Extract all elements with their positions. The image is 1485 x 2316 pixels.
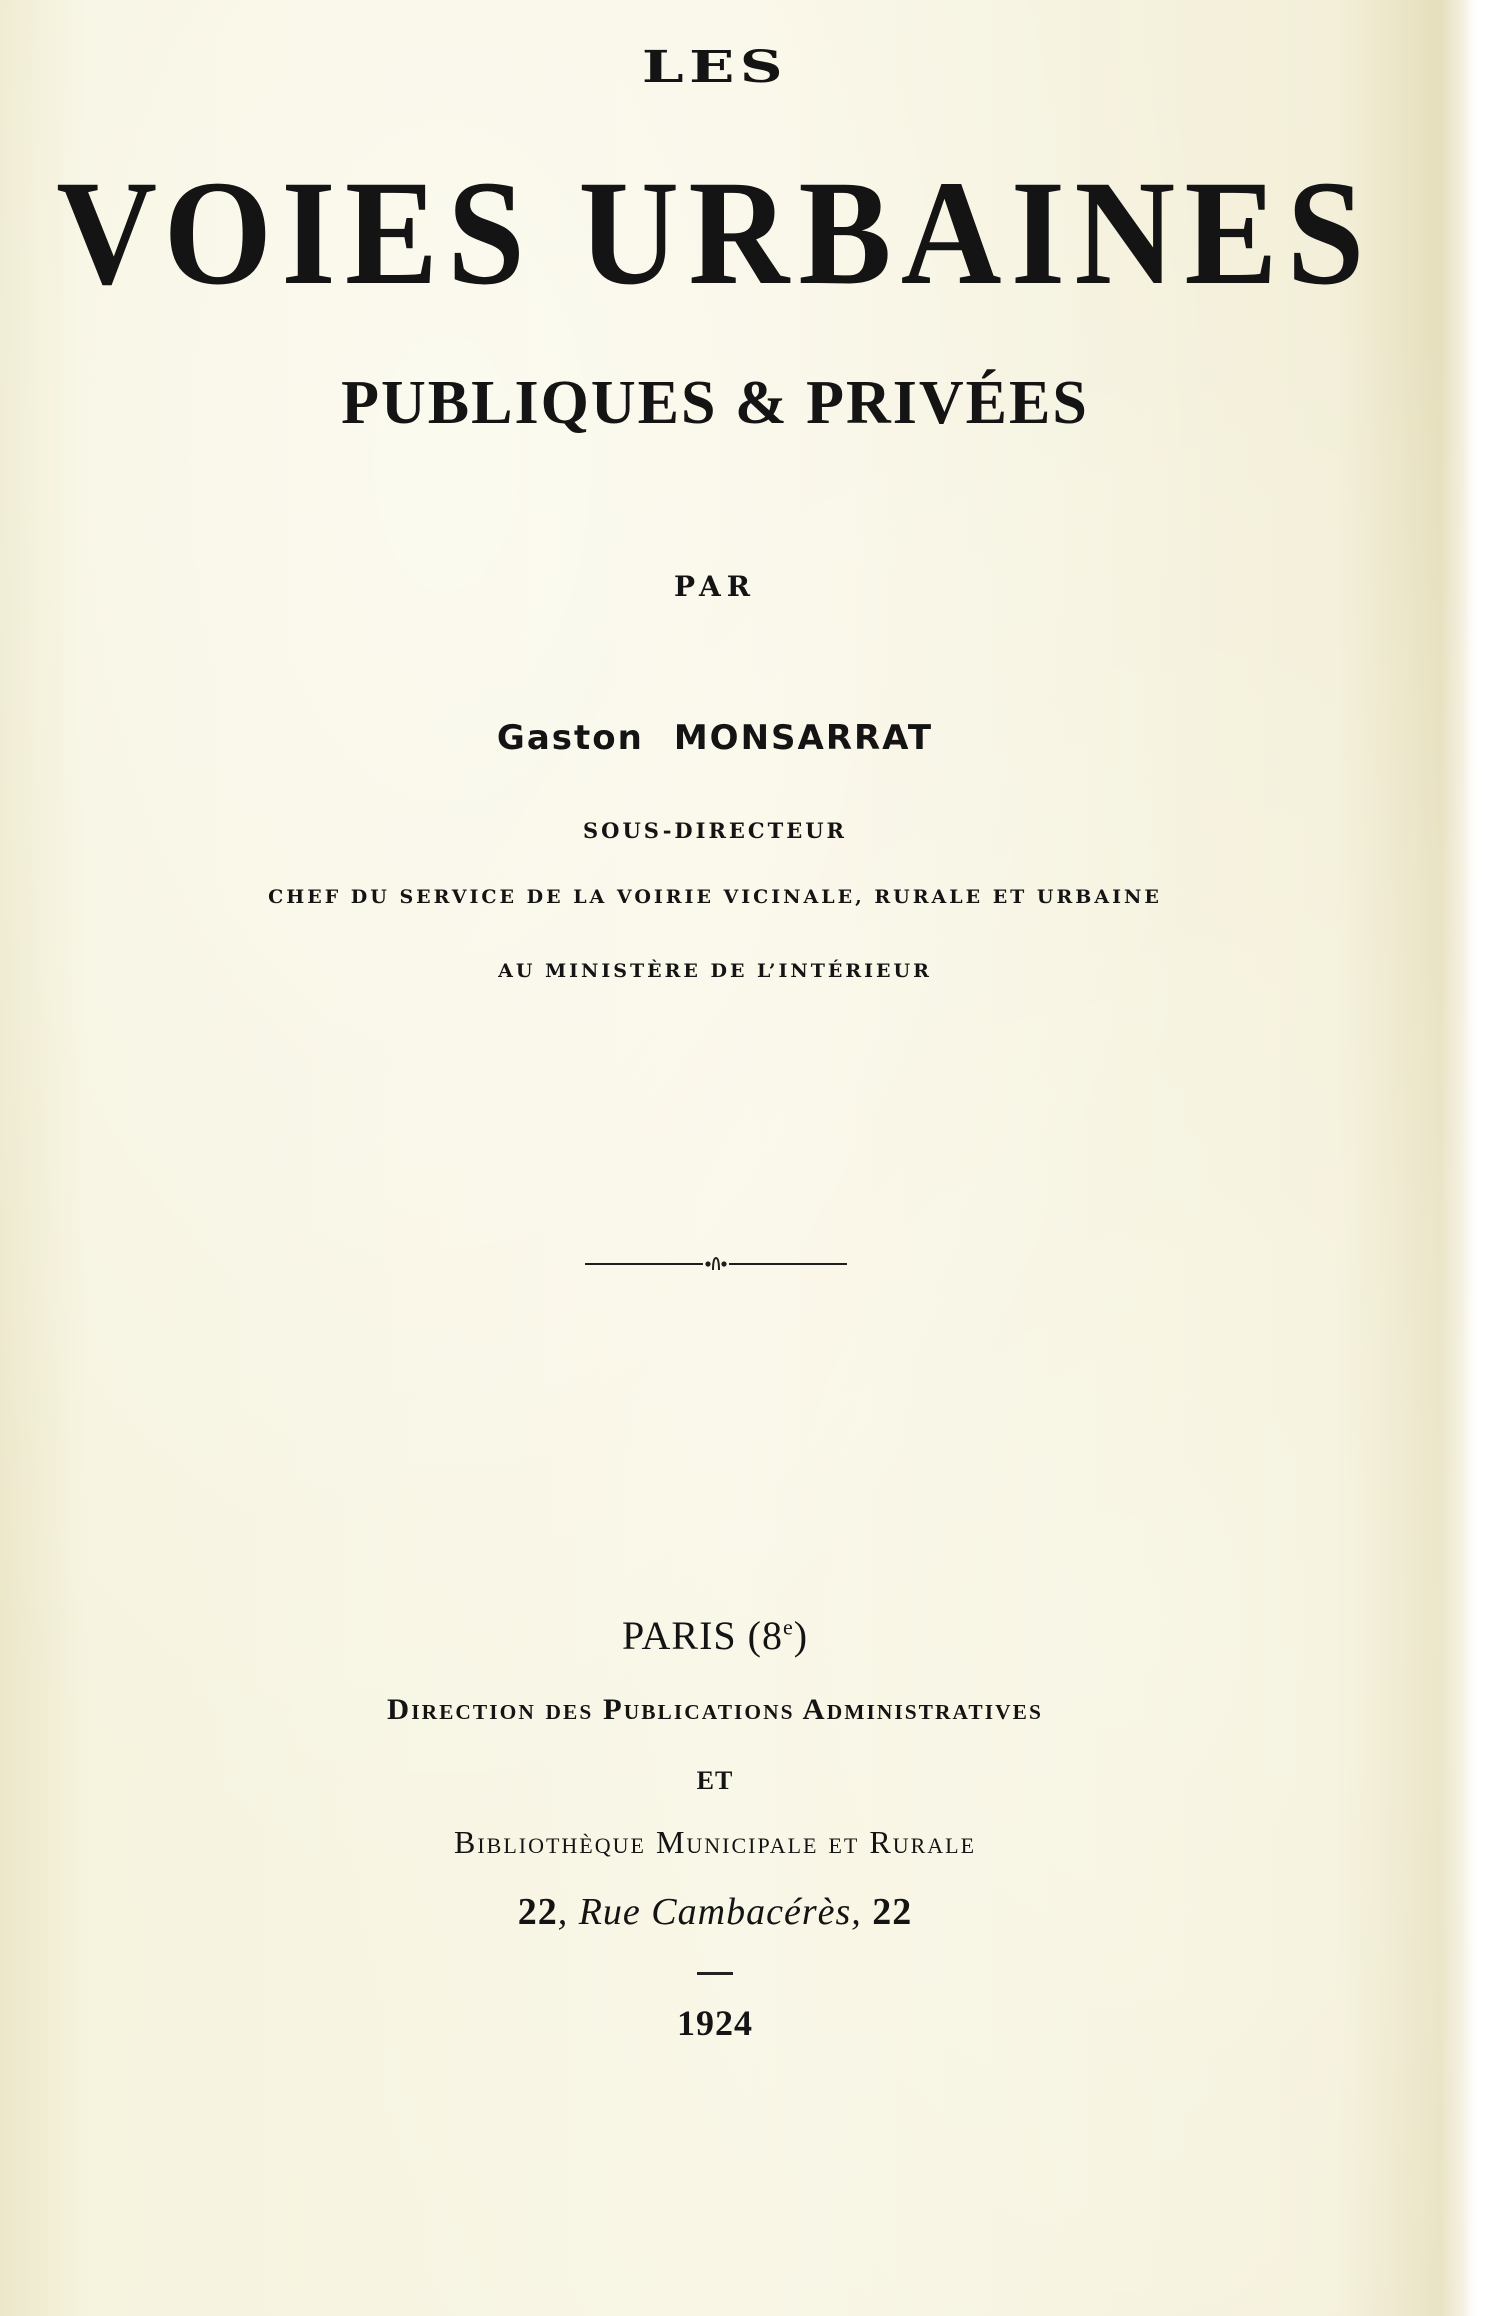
imprint-city-name: PARIS (8 bbox=[621, 1613, 783, 1658]
title-article: LES bbox=[641, 42, 789, 93]
publisher-1: Direction des Publications Administratives bbox=[387, 1693, 1043, 1726]
address-number-1: 22 bbox=[517, 1891, 558, 1933]
publisher-2: Bibliothèque Municipale et Rurale bbox=[453, 1824, 977, 1860]
author-role-2: CHEF DU SERVICE DE LA VOIRIE VICINALE, RURALE ET URBAINE bbox=[268, 886, 1162, 908]
imprint-city-close: ) bbox=[793, 1613, 809, 1658]
imprint-city-sup: e bbox=[782, 1614, 794, 1640]
publication-year: 1924 bbox=[677, 2003, 753, 2043]
short-rule bbox=[697, 1972, 733, 1975]
author-first-name: Gaston bbox=[496, 718, 644, 758]
imprint-city bbox=[0, 1612, 1430, 1659]
ornament-divider-icon bbox=[585, 1254, 847, 1274]
author-name bbox=[0, 718, 1430, 758]
author-last-name: MONSARRAT bbox=[673, 718, 934, 758]
publisher-address bbox=[0, 1890, 1430, 1934]
by-label: PAR bbox=[673, 570, 756, 603]
book-title: VOIES URBAINES bbox=[56, 150, 1374, 316]
publisher-conjunction: ET bbox=[696, 1766, 734, 1795]
address-street: , Rue Cambacérès, bbox=[557, 1891, 873, 1933]
address-number-2: 22 bbox=[872, 1891, 913, 1933]
book-subtitle: PUBLIQUES & PRIVÉES bbox=[341, 369, 1089, 437]
author-role-1: SOUS-DIRECTEUR bbox=[582, 818, 848, 843]
author-role-3: AU MINISTÈRE DE L’INTÉRIEUR bbox=[498, 960, 932, 982]
